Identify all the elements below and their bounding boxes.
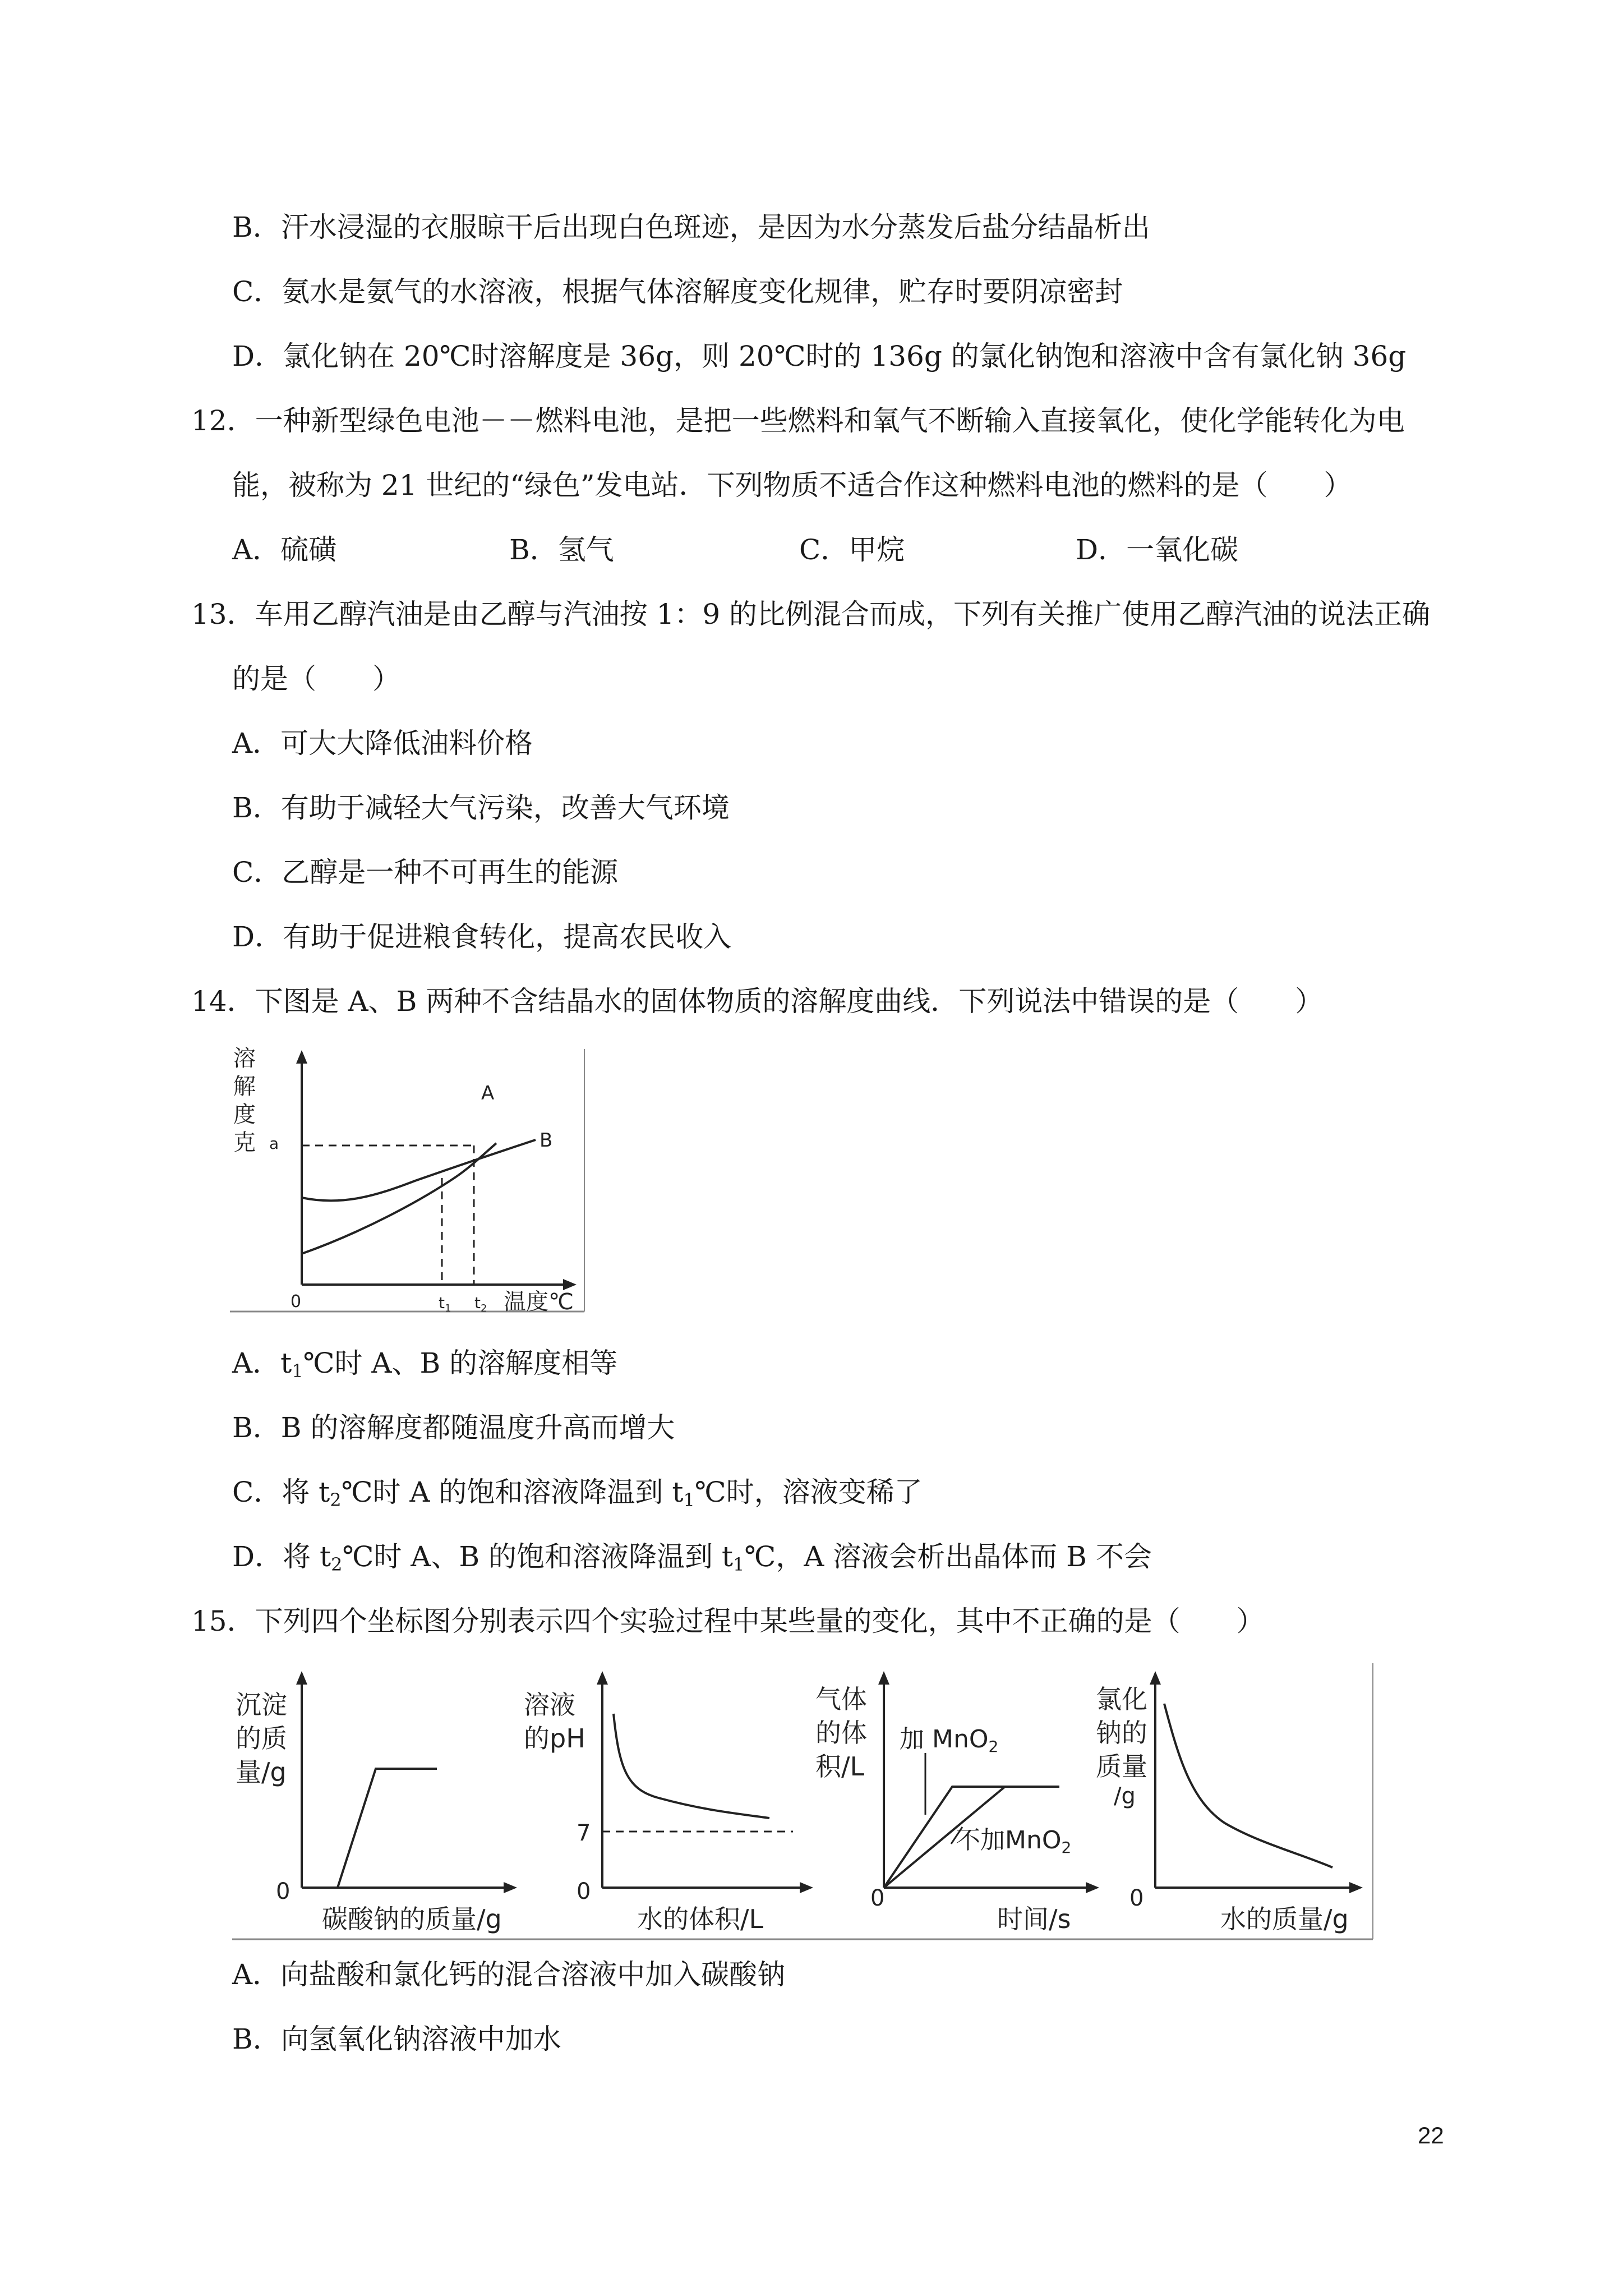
option-15-a: A．向盐酸和氯化钙的混合溶液中加入碳酸钠 — [232, 1958, 786, 1991]
ph-curve — [614, 1714, 769, 1818]
y-tick-a: a — [269, 1134, 279, 1153]
option-13-c: C．乙醇是一种不可再生的能源 — [232, 856, 619, 889]
graph-ph — [524, 1671, 813, 1934]
option-14-c: C．将 $t_2℃$时 A 的饱和溶液降温到 $t_1℃$时，溶液变稀了 — [232, 1476, 923, 1511]
option-12-b: B．氢气 — [509, 533, 614, 566]
svg-text:氯化: 氯化 — [1096, 1684, 1147, 1714]
option-13-d: D．有助于促进粮食转化，提高农民收入 — [232, 921, 732, 953]
svg-text:时间/s: 时间/s — [997, 1904, 1071, 1934]
svg-text:加 MnO2: 加 MnO2 — [900, 1725, 999, 1756]
x-axis-label: 温度℃ — [504, 1289, 574, 1315]
svg-text:沉淀: 沉淀 — [236, 1690, 287, 1720]
curve-a — [302, 1143, 496, 1254]
y-label-4: 克 — [233, 1130, 256, 1156]
question-12-line-1: 12．一种新型绿色电池－－燃料电池，是把一些燃料和氧气不断输入直接氧化，使化学能转化为电 — [191, 404, 1405, 437]
graph-precipitate — [236, 1671, 517, 1934]
question-13-line-2: 的是（ ） — [232, 662, 400, 695]
x-axis-arrow — [563, 1279, 577, 1290]
solubility-chart — [230, 1043, 589, 1318]
svg-text:0: 0 — [276, 1879, 291, 1904]
svg-text:/g: /g — [1114, 1783, 1136, 1809]
graph-nacl — [1096, 1671, 1363, 1934]
svg-text:不加MnO2: 不加MnO2 — [956, 1826, 1072, 1857]
y-label-3: 度 — [233, 1102, 256, 1128]
series-b-label: B — [540, 1129, 553, 1152]
question-12-line-2: 能，被称为 21 世纪的“绿色”发电站．下列物质不适合作这种燃料电池的燃料的是（ ） — [232, 469, 1352, 501]
nacl-curve — [1164, 1704, 1332, 1867]
option-13-a: A．可大大降低油料价格 — [232, 727, 533, 760]
svg-text:溶液: 溶液 — [524, 1690, 575, 1720]
question-15: 15．下列四个坐标图分别表示四个实验过程中某些量的变化，其中不正确的是（ ） — [191, 1605, 1265, 1637]
svg-text:气体: 气体 — [815, 1684, 867, 1714]
option-12-a: A．硫磺 — [232, 533, 337, 566]
series-a-label: A — [481, 1082, 495, 1105]
four-graphs — [232, 1663, 1376, 1944]
option-11-c: C．氨水是氨气的水溶液，根据气体溶解度变化规律，贮存时要阴凉密封 — [232, 275, 1123, 308]
svg-text:7: 7 — [577, 1820, 591, 1846]
question-14: 14．下图是 A、B 两种不含结晶水的固体物质的溶解度曲线．下列说法中错误的是（ ） — [191, 985, 1324, 1018]
svg-text:水的体积/L: 水的体积/L — [637, 1904, 764, 1934]
svg-text:的体: 的体 — [815, 1718, 867, 1748]
option-13-b: B．有助于减轻大气污染，改善大气环境 — [232, 792, 730, 824]
option-14-a: A．$t_1℃$时 A、B 的溶解度相等 — [232, 1347, 618, 1382]
option-15-b: B．向氢氧化钠溶液中加水 — [232, 2023, 561, 2055]
y-label-2: 解 — [233, 1074, 256, 1099]
curve-b — [302, 1140, 536, 1200]
question-13-line-1: 13．车用乙醇汽油是由乙醇与汽油按 1：9 的比例混合而成，下列有关推广使用乙醇汽油的说法正确 — [191, 598, 1431, 631]
svg-text:钠的: 钠的 — [1096, 1718, 1147, 1748]
precipitate-line — [338, 1769, 437, 1888]
svg-text:质量: 质量 — [1096, 1751, 1147, 1782]
svg-text:0: 0 — [577, 1879, 591, 1904]
svg-text:碳酸钠的质量/g: 碳酸钠的质量/g — [322, 1904, 502, 1934]
svg-text:的pH: 的pH — [524, 1723, 585, 1754]
y-label-1: 溶 — [233, 1046, 256, 1071]
graph-gas — [815, 1671, 1099, 1934]
origin-label: 0 — [291, 1292, 302, 1312]
svg-text:0: 0 — [1129, 1885, 1144, 1911]
option-12-d: D．一氧化碳 — [1076, 533, 1239, 566]
x-tick-t1: $t_1$ — [439, 1294, 451, 1314]
svg-text:0: 0 — [870, 1885, 885, 1911]
option-11-b: B．汗水浸湿的衣服晾干后出现白色斑迹，是因为水分蒸发后盐分结晶析出 — [232, 211, 1150, 243]
page-number: 22 — [1418, 2122, 1444, 2148]
svg-text:量/g: 量/g — [236, 1757, 287, 1787]
option-14-d: D．将 $t_2℃$时 A、B 的饱和溶液降温到 $t_1℃$，A 溶液会析出晶体而 B 不会 — [232, 1540, 1152, 1575]
svg-text:的质: 的质 — [236, 1723, 287, 1754]
svg-text:水的质量/g: 水的质量/g — [1220, 1904, 1349, 1934]
y-axis-arrow — [296, 1050, 307, 1064]
x-tick-t2: $t_2$ — [474, 1294, 487, 1314]
svg-text:积/L: 积/L — [815, 1751, 865, 1782]
option-11-d: D．氯化钠在 20℃时溶解度是 36g，则 20℃时的 136g 的氯化钠饱和溶液中含有氯化钠 36g — [232, 340, 1407, 372]
option-14-b: B．B 的溶解度都随温度升高而增大 — [232, 1411, 675, 1444]
option-12-c: C．甲烷 — [799, 533, 905, 566]
